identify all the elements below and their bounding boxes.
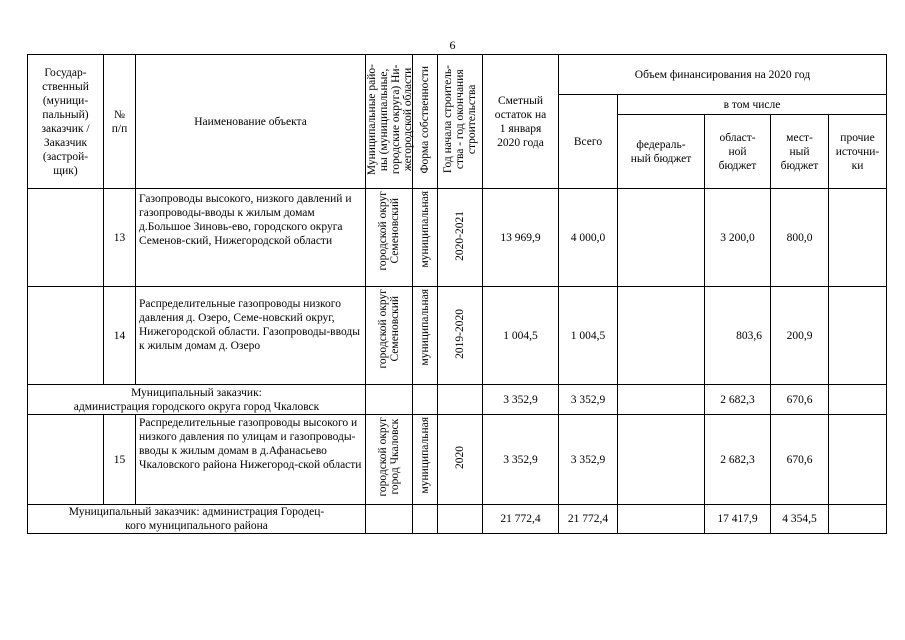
subtotal-total: 21 772,4 (559, 505, 618, 534)
subtotal-row (28, 385, 887, 415)
subtotal-regional: 2 682,3 (705, 385, 771, 415)
subtotal-label: Муниципальный заказчик: администрация Городец- кого муниципального района (28, 505, 366, 534)
row-years: 2019-2020 (454, 308, 466, 359)
table-row (28, 415, 887, 505)
row-num: 14 (104, 287, 136, 385)
row-total: 4 000,0 (559, 189, 618, 287)
header-total: Всего (559, 95, 618, 189)
header-other: прочие источни- ки (829, 115, 887, 189)
row-other (829, 415, 887, 505)
table-row (28, 189, 887, 287)
subtotal-regional: 17 417,9 (705, 505, 771, 534)
subtotal-balance: 21 772,4 (483, 505, 559, 534)
header-financing: Объем финансирования на 2020 год (559, 55, 887, 95)
row-federal (618, 189, 705, 287)
row-district: городской округ город Чкаловск (377, 417, 401, 497)
row-num: 13 (104, 189, 136, 287)
row-local: 670,6 (771, 415, 829, 505)
subtotal-label: Муниципальный заказчик: администрация городского округа город Чкаловск (28, 385, 366, 415)
row-total: 3 352,9 (559, 415, 618, 505)
row-object-name: Распределительные газопроводы низкого давления д. Озеро, Семе-новский округ, Нижегородской области. Газопроводы-вводы к жилым домам д. Озеро (136, 287, 366, 385)
header-customer: Государ- ственный (муници- пальный) заказчик / Заказчик (застрой- щик) (28, 55, 104, 189)
subtotal-balance: 3 352,9 (483, 385, 559, 415)
header-regional: област- ной бюджет (705, 115, 771, 189)
header-ownership: Форма собственности (419, 65, 431, 174)
header-including: в том числе (618, 95, 887, 115)
header-district: Муниципальные райо- ны (муниципальные, городские округа) Ни- жегородской области (366, 63, 414, 176)
row-balance: 13 969,9 (483, 189, 559, 287)
row-ownership: муниципальная (419, 289, 431, 366)
row-local: 800,0 (771, 189, 829, 287)
subtotal-local: 670,6 (771, 385, 829, 415)
row-balance: 3 352,9 (483, 415, 559, 505)
row-years: 2020 (454, 446, 466, 469)
header-years: Год начала строитель- ства - год окончания строительства (442, 65, 478, 174)
row-district: городской округ Семеновский (377, 191, 401, 271)
row-district: городской округ Семеновский (377, 289, 401, 369)
subtotal-total: 3 352,9 (559, 385, 618, 415)
row-balance: 1 004,5 (483, 287, 559, 385)
header-num: № п/п (104, 55, 136, 189)
row-object-name: Распределительные газопроводы высокого и низкого давления по улицам и газопроводы-вводы к жилым домам в д.Афанасьево Чкаловского района Нижегород-ской области (136, 415, 366, 505)
row-ownership: муниципальная (419, 417, 431, 494)
header-federal: федераль- ный бюджет (618, 115, 705, 189)
table-row (28, 287, 887, 385)
header-object-name: Наименование объекта (136, 55, 366, 189)
row-other (829, 189, 887, 287)
row-object-name: Газопроводы высокого, низкого давлений и газопроводы-вводы к жилым домам д.Большое Зиновь-ево, городского округа Семенов-ский, Нижегородской области (136, 189, 366, 287)
row-local: 200,9 (771, 287, 829, 385)
row-num: 15 (104, 415, 136, 505)
subtotal-local: 4 354,5 (771, 505, 829, 534)
financing-table (27, 54, 887, 534)
header-balance: Сметный остаток на 1 января 2020 года (483, 55, 559, 189)
row-regional: 3 200,0 (705, 189, 771, 287)
row-total: 1 004,5 (559, 287, 618, 385)
row-federal (618, 415, 705, 505)
row-years: 2020-2021 (454, 210, 466, 261)
subtotal-row (28, 505, 887, 534)
row-ownership: муниципальная (419, 191, 431, 268)
row-federal (618, 287, 705, 385)
row-other (829, 287, 887, 385)
header-local: мест- ный бюджет (771, 115, 829, 189)
page-number: 6 (449, 38, 456, 52)
row-regional: 2 682,3 (705, 415, 771, 505)
row-regional: 803,6 (705, 287, 771, 385)
